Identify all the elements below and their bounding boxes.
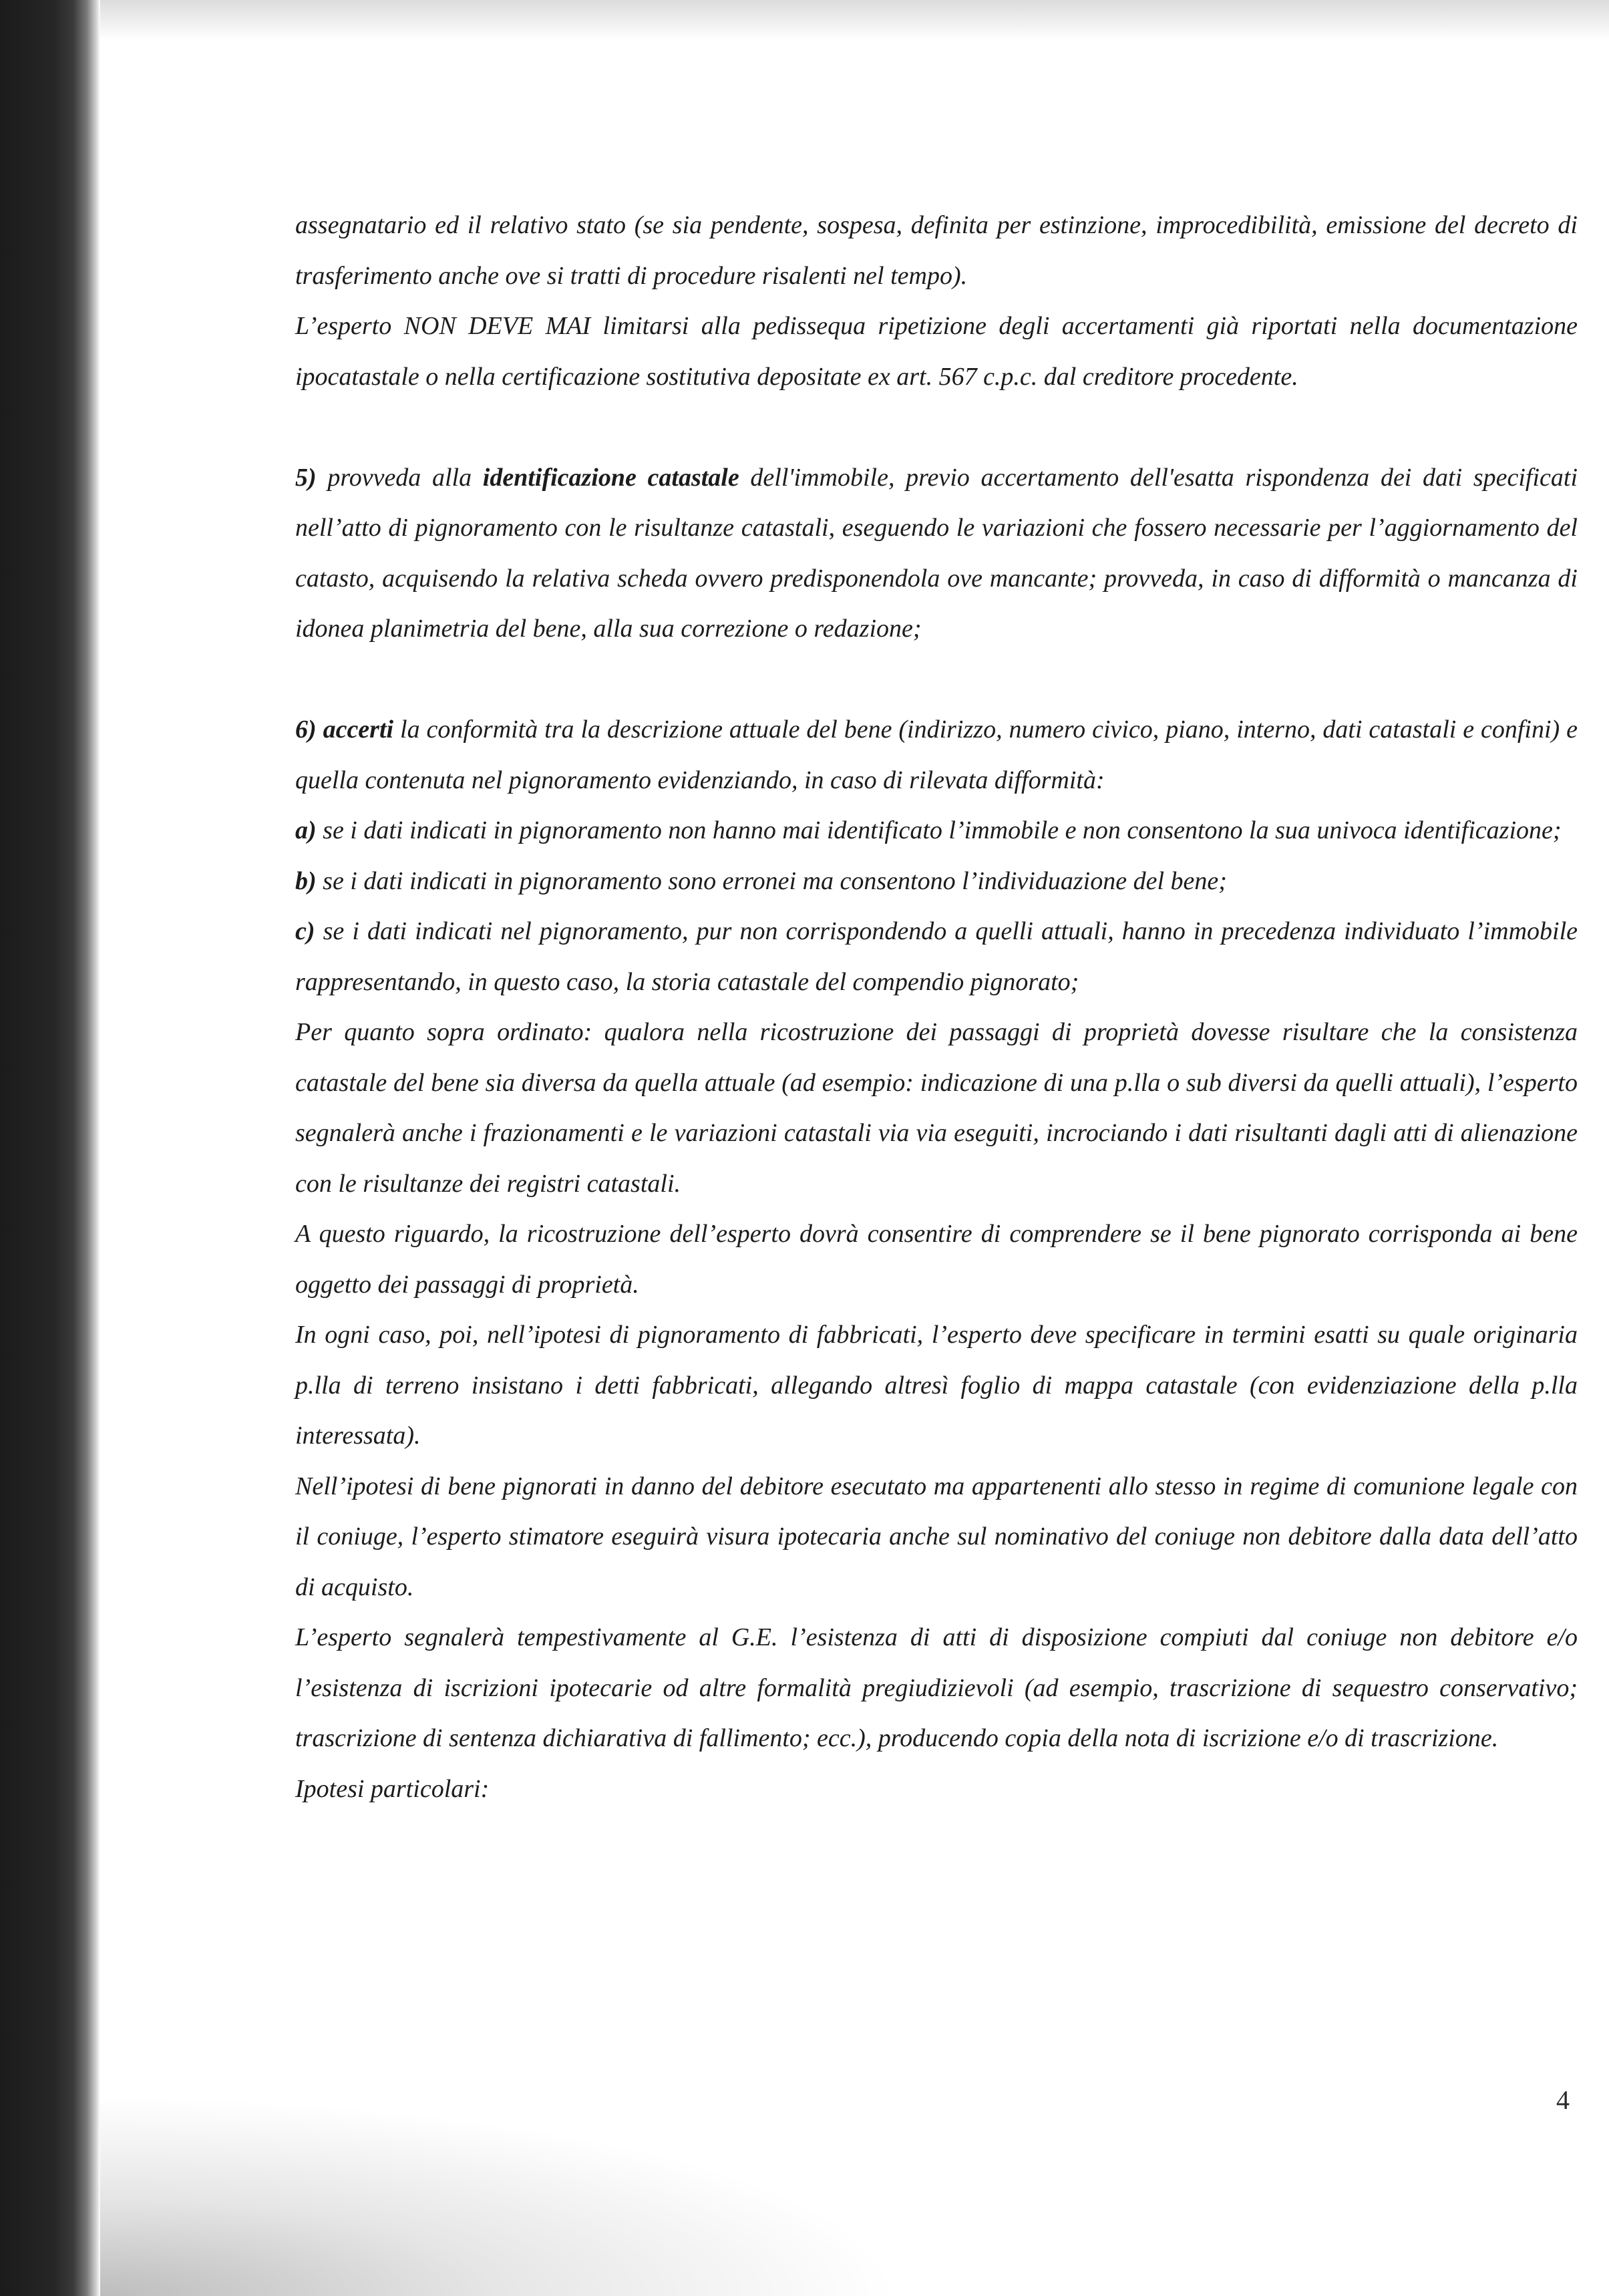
paragraph-point-6: 6) accerti la conformità tra la descrizione attuale del bene (indirizzo, numero civico, piano, interno, dati catastali e confini) e quella contenuta nel pignoramento evidenziando, in caso di rilevata difformità: (295, 715, 1578, 794)
paragraph-point-b: b) se i dati indicati in pignoramento sono erronei ma consentono l’individuazione del bene; (295, 866, 1227, 895)
paragraph-point-c: c) se i dati indicati nel pignoramento, pur non corrispondendo a quelli attuali, hanno in precedenza individuato l’immobile rappresentando, in questo caso, la storia catastale del compendio pignorato; (295, 917, 1578, 996)
paragraph-assegnatario: assegnatario ed il relativo stato (se sia pendente, sospesa, definita per estinzione, improcedibilità, emissione del decreto di trasferimento anche ove si tratti di procedure risalenti nel tempo). (295, 211, 1578, 290)
paragraph-a-questo-riguardo: A questo riguardo, la ricostruzione dell’esperto dovrà consentire di comprendere se il bene pignorato corrisponda ai bene oggetto dei passaggi di proprietà. (295, 1220, 1578, 1299)
scan-bottom-shadow (100, 2096, 902, 2296)
scan-binding-edge (0, 0, 100, 2296)
paragraph-comunione-legale: Nell’ipotesi di bene pignorati in danno del debitore esecutato ma appartenenti allo stesso in regime di comunione legale con il coniuge, l’esperto stimatore eseguirà visura ipotecaria anche sul nominativo del coniuge non debitore dalla data dell’atto di acquisto. (295, 1472, 1578, 1601)
paragraph-gap (295, 655, 1578, 705)
paragraph-point-a: a) se i dati indicati in pignoramento non hanno mai identificato l’immobile e non consentono la sua univoca identificazione; (295, 816, 1562, 844)
paragraph-ipotesi-particolari: Ipotesi particolari: (295, 1774, 490, 1803)
paragraph-in-ogni-caso: In ogni caso, poi, nell’ipotesi di pignoramento di fabbricati, l’esperto deve specificare in termini esatti su quale originaria p.lla di terreno insistano i detti fabbricati, allegando altresì foglio di mappa catastale (con evidenziazione della p.lla interessata). (295, 1321, 1578, 1450)
paragraph-segnalazione-ge: L’esperto segnalerà tempestivamente al G.E. l’esistenza di atti di disposizione compiuti dal coniuge non debitore e/o l’esistenza di iscrizioni ipotecarie od altre formalità pregiudizievoli (ad esempio, trascrizione di sequestro conservativo; trascrizione di sentenza dichiarativa di fallimento; ecc.), producendo copia della nota di iscrizione e/o di trascrizione. (295, 1623, 1578, 1752)
paragraph-point-5: 5) provveda alla identificazione catastale dell'immobile, previo accertamento dell'esatta rispondenza dei dati specificati nell’atto di pignoramento con le risultanze catastali, eseguendo le variazioni che fossero necessarie per l’aggiornamento del catasto, acquisendo la relativa scheda ovvero predisponendola ove mancante; provveda, in caso di difformità o mancanza di idonea planimetria del bene, alla sua correzione o redazione; (295, 463, 1578, 643)
scan-top-shadow (100, 0, 1609, 40)
paragraph-esperto-non-deve: L’esperto NON DEVE MAI limitarsi alla pedissequa ripetizione degli accertamenti già riportati nella documentazione ipocatastale o nella certificazione sostitutiva depositate ex art. 567 c.p.c. dal creditore procedente. (295, 312, 1578, 391)
paragraph-per-quanto-sopra: Per quanto sopra ordinato: qualora nella ricostruzione dei passaggi di proprietà dovesse risultare che la consistenza catastale del bene sia diversa da quella attuale (ad esempio: indicazione di una p.lla o sub diversi da quelli attuali), l’esperto segnalerà anche i frazionamenti e le variazioni catastali via via eseguiti, incrociando i dati risultanti dagli atti di alienazione con le risultanze dei registri catastali. (295, 1018, 1578, 1198)
document-body (295, 200, 1578, 1814)
page-number: 4 (1556, 2085, 1570, 2115)
paragraph-gap (295, 402, 1578, 453)
